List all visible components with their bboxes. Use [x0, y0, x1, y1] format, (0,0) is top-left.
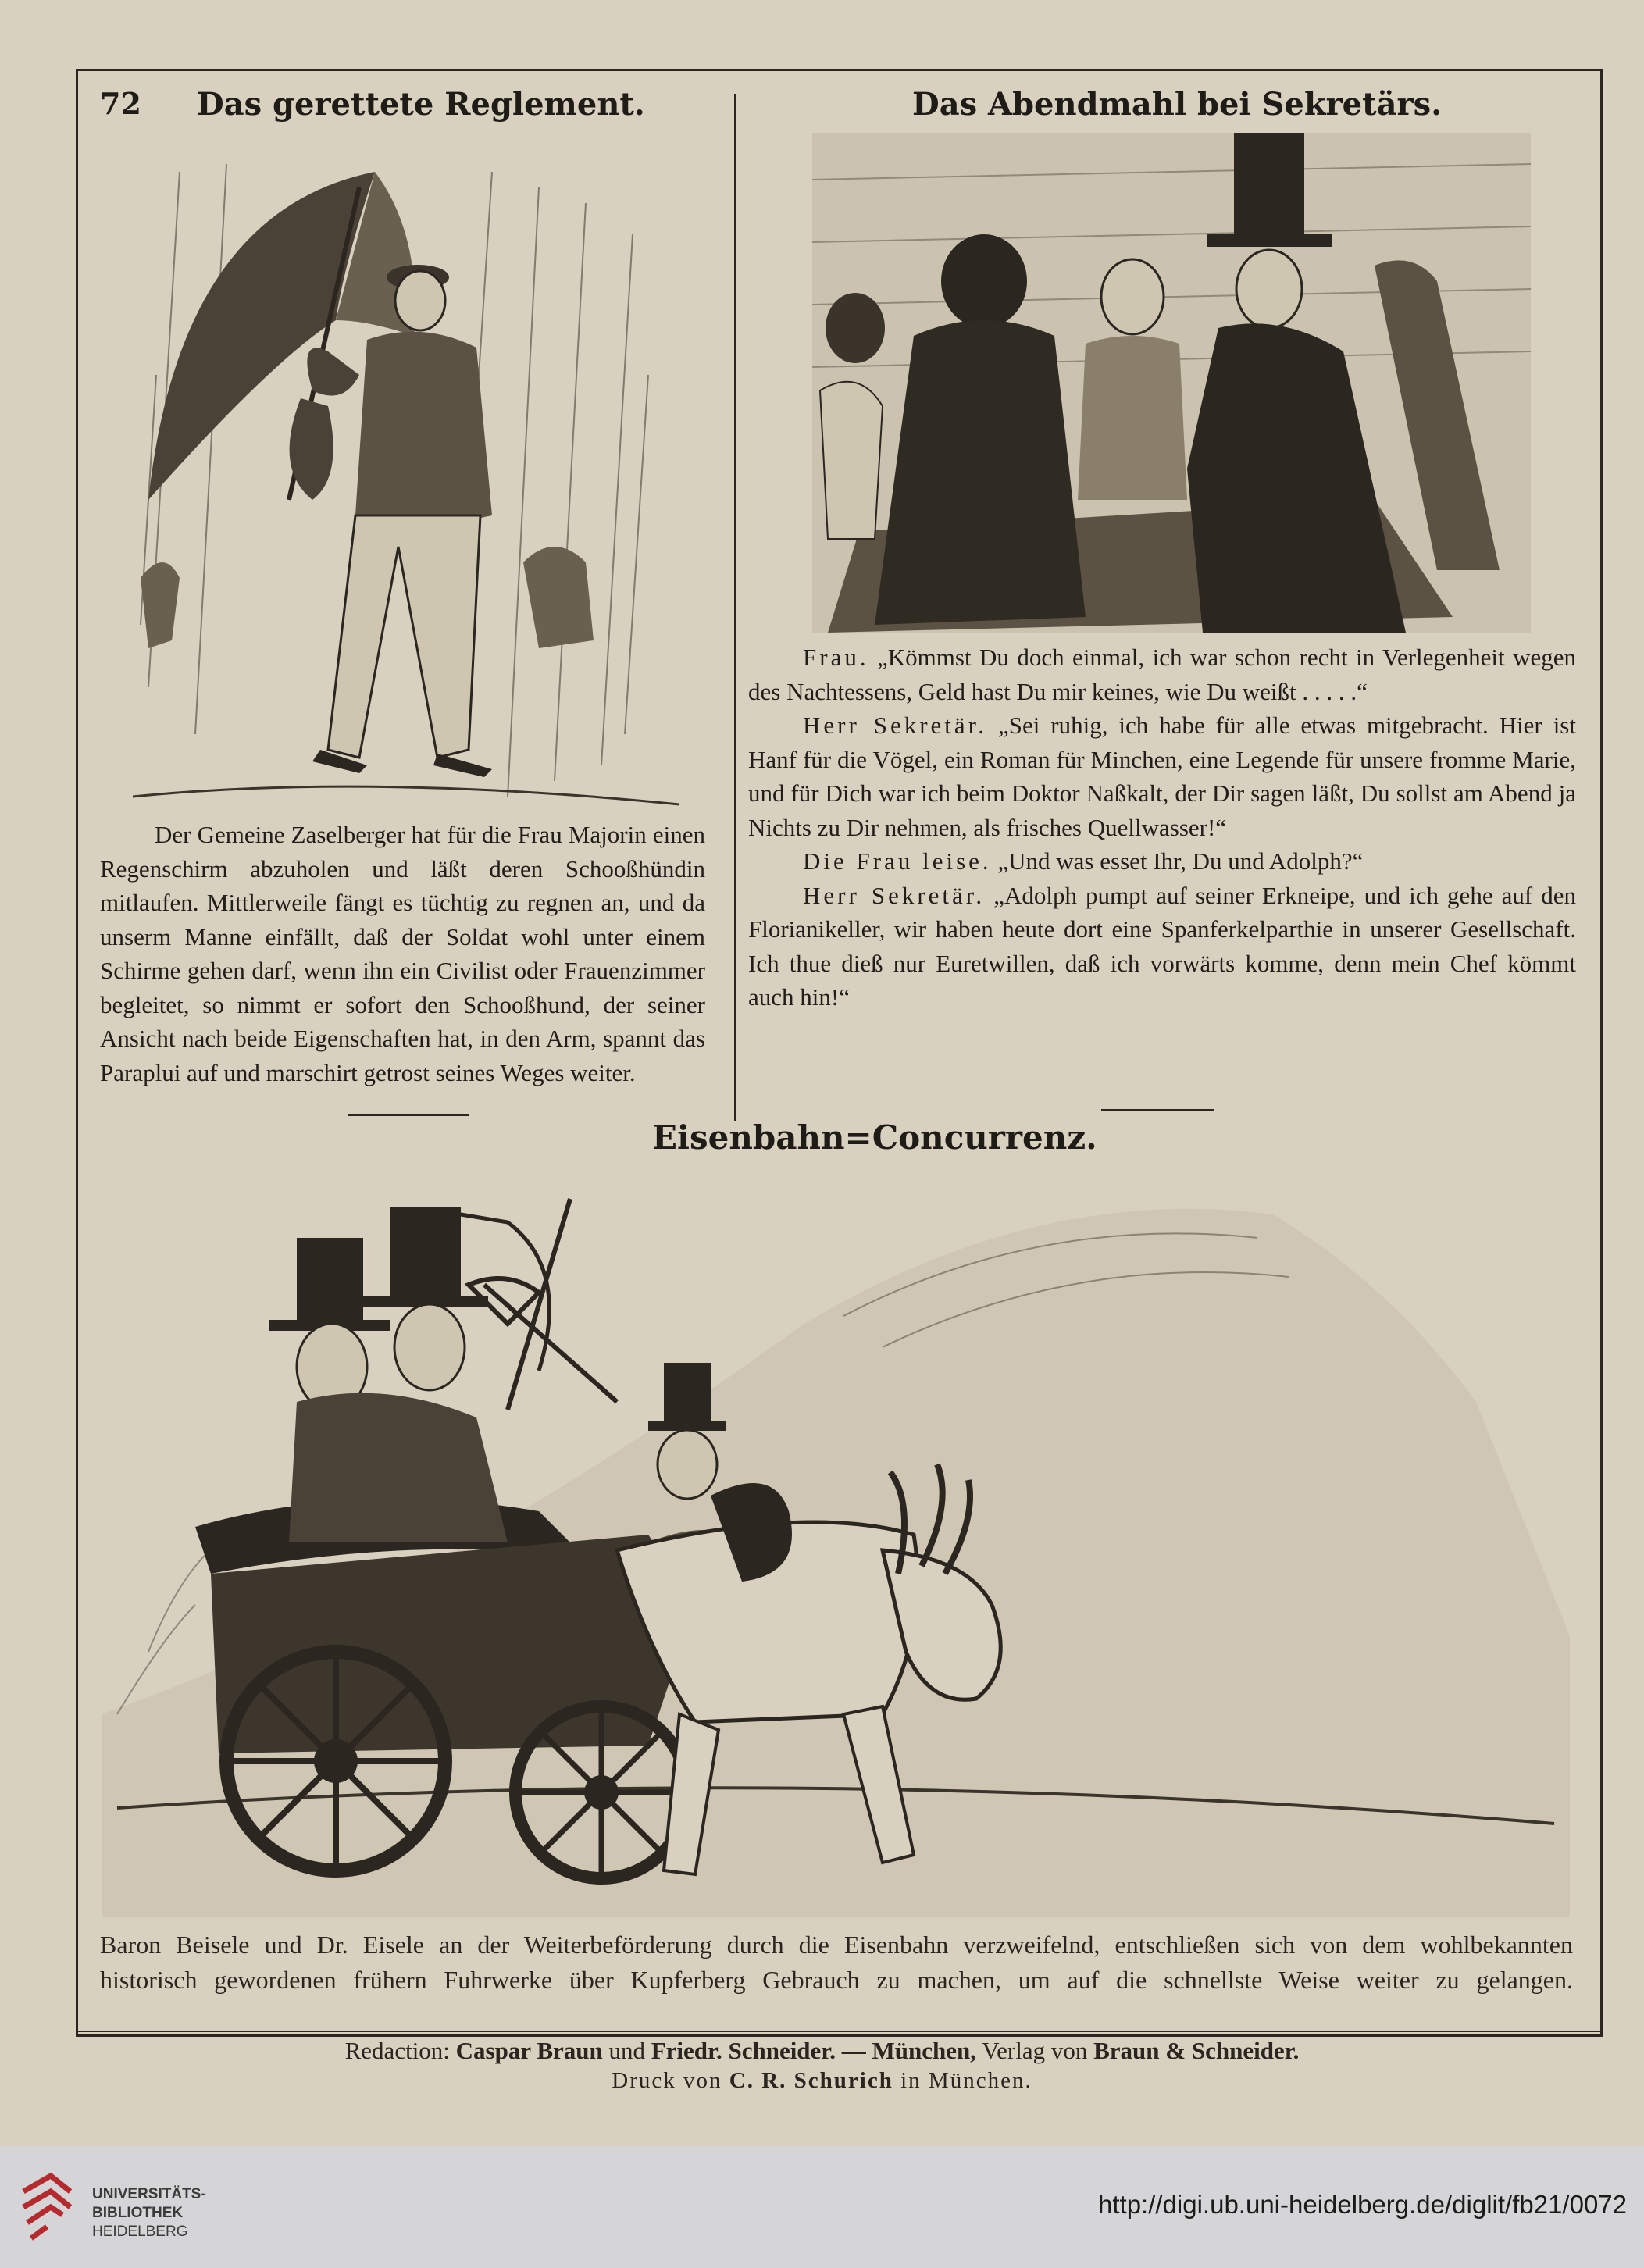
- library-name: [92, 2185, 206, 2241]
- dialogue-paragraph-2: [748, 708, 1576, 844]
- dialogue-text-2: „Sei ruhig, ich habe für alle etwas mitgebracht. Hier ist Hanf für die Vögel, ein Roman für Minchen, eine Legende für unsere fromme Marie, und für Dich war ich beim Doktor Naßkalt, der Dir sagen läßt, Du sollst am Abend ja Nichts zu Dir nehmen, als frisches Quellwasser!“: [748, 711, 1576, 841]
- dialogue-text-4: „Adolph pumpt auf seiner Erkneipe, und ich gehe auf den Florianikeller, wir haben heute dort eine Spanferkelparthie in unserer Gesellschaft. Ich thue dieß nur Euretwillen, daß ich vorwärts komme, denn mein Chef kömmt auch hin!“: [748, 881, 1576, 1011]
- bottom-caption-line-2: historisch gewordenen frühern Fuhrwerke über Kupferberg Gebrauch zu machen, um auf die schnellste Weise weiter zu gelangen.: [100, 1966, 1573, 1994]
- column-divider: [734, 94, 736, 1121]
- imprint-publisher: Braun & Schneider.: [1093, 2037, 1300, 2064]
- imprint-und: und: [608, 2037, 645, 2064]
- left-article-body: [100, 818, 705, 1089]
- section-rule-right: [1101, 1109, 1214, 1111]
- section-rule-left: [348, 1114, 469, 1116]
- carriage-cow-drawing: [102, 1168, 1570, 1917]
- dialogue-text-3: „Und was esset Ihr, Du und Adolph?“: [997, 847, 1364, 875]
- dialogue-text-1: „Kömmst Du doch einmal, ich war schon recht in Verlegenheit wegen des Nachtessens, Geld hast Du mir keines, wie Du weißt . . . . .“: [748, 644, 1577, 705]
- left-article-paragraph: Der Gemeine Zaselberger hat für die Frau Majorin einen Regenschirm abzuholen und läßt deren Schooßhündin mitlaufen. Mittlerweile fängt es tüchtig zu regnen an, und da unserm Manne einfällt, daß der Soldat wohl unter einem Schirme gehen darf, wenn ihn ein Civilist oder Frauenzimmer begleitet, so nimmt er sofort den Schooßhund, der seiner Ansicht nach beide Eigenschaften hat, in den Arm, spannt das Paraplui auf und marschirt getrost seines Weges weiter.: [100, 821, 705, 1086]
- page-number: 72: [100, 86, 141, 121]
- imprint-editor-2: Friedr. Schneider.: [651, 2037, 836, 2064]
- imprint-printer: C. R. Schurich: [729, 2068, 893, 2093]
- library-name-line-1: UNIVERSITÄTS-: [92, 2186, 206, 2202]
- illustration-soldier-umbrella: [133, 141, 679, 820]
- imprint-suffix: in München.: [900, 2068, 1032, 2093]
- dialogue-speaker-2: Herr Sekretär.: [803, 711, 988, 739]
- soldier-umbrella-drawing: [133, 141, 679, 820]
- imprint-place: — München,: [841, 2037, 976, 2064]
- dialogue-paragraph-4: [748, 879, 1576, 1015]
- dialogue-speaker-1: Frau.: [803, 644, 869, 671]
- source-url-link[interactable]: http://digi.ub.uni-heidelberg.de/diglit/fb21/0072: [1098, 2190, 1627, 2219]
- dialogue-paragraph-3: [748, 844, 1576, 879]
- library-footer: [0, 2146, 1644, 2268]
- illustration-secretary-supper: [812, 133, 1531, 633]
- imprint-publisher-label: Verlag von: [982, 2037, 1088, 2064]
- library-name-line-2: BIBLIOTHEK: [92, 2205, 184, 2221]
- imprint-redaction-label: Redaction:: [344, 2037, 450, 2064]
- logo-strokes: [23, 2176, 70, 2238]
- bottom-article-title: Eisenbahn=Concurrenz.: [652, 1118, 1097, 1157]
- library-name-line-3: HEIDELBERG: [92, 2223, 188, 2240]
- dialogue-body: [748, 640, 1576, 1015]
- dialogue-paragraph-1: [748, 640, 1576, 708]
- imprint-line-2: [0, 2068, 1644, 2094]
- imprint-editor-1: Caspar Braun: [455, 2037, 603, 2064]
- left-article-title: Das gerettete Reglement.: [197, 86, 645, 123]
- imprint-line-1: [0, 2037, 1644, 2065]
- bottom-caption-line-1: Baron Beisele und Dr. Eisele an der Weiterbeförderung durch die Eisenbahn verzweifelnd, entschließen sich von dem wohlbekannten: [100, 1931, 1573, 1959]
- right-article-title: Das Abendmahl bei Sekretärs.: [912, 86, 1443, 123]
- imprint-druck-label: Druck von: [612, 2068, 722, 2093]
- dialogue-speaker-4: Herr Sekretär.: [803, 881, 986, 909]
- university-library-logo-icon: [16, 2168, 78, 2246]
- illustration-carriage-cow: [102, 1168, 1570, 1917]
- bottom-rule: [76, 2031, 1603, 2032]
- dialogue-speaker-3: Die Frau leise.: [803, 847, 992, 875]
- supper-scene-drawing: [812, 133, 1531, 633]
